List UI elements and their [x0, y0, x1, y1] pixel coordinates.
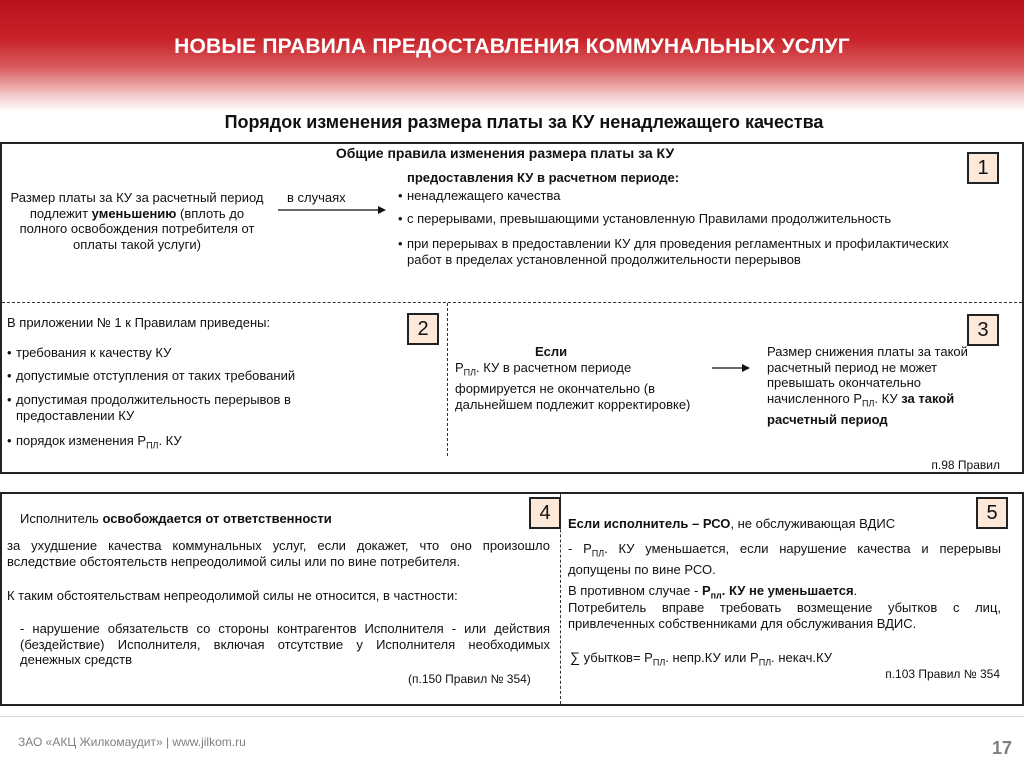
annex-item: допустимая продолжительность перерывов в предоставлении КУ	[16, 392, 291, 423]
annex-bullet: •	[7, 368, 12, 383]
in-cases-label: в случаях	[287, 190, 346, 205]
rule-reference: п.98 Правил	[931, 458, 1000, 472]
page-title: НОВЫЕ ПРАВИЛА ПРЕДОСТАВЛЕНИЯ КОММУНАЛЬНЫХ УСЛУГ	[174, 35, 850, 58]
damages-formula: ∑ убытков= $Р_{ПЛ}$. непр.КУ или $Р_{ПЛ}$. некач.КУ	[570, 649, 833, 668]
annex-bullet: •	[7, 345, 12, 360]
annex-bullet: •	[7, 433, 12, 448]
reduction-limit-text: Размер снижения платы за такой расчетный период не может превышать окончательно начисленного $Р_{ПЛ}$. КУ за такой расчетный период	[767, 344, 968, 427]
reduction-rule-text: Размер платы за КУ за расчетный период подлежит уменьшению (вплоть до полного освобождения потребителя от оплаты такой услуги)	[10, 190, 264, 252]
general-rules-heading: Общие правила изменения размера платы за КУ	[335, 145, 675, 161]
footer-divider	[0, 716, 1024, 717]
rule-reference: (п.150 Правил № 354)	[408, 672, 531, 686]
if-condition-text: $Р_{ПЛ}$. КУ в расчетном периоде формируется не окончательно (в дальнейшем подлежит корректировке)	[455, 360, 691, 412]
arrow-right-icon	[710, 362, 752, 374]
annex-bullet: •	[7, 392, 12, 407]
case-item: при перерывах в предоставлении КУ для проведения регламентных и профилактических работ в пределах установленной продолжительности перерывов	[407, 236, 949, 267]
page-number: 17	[991, 738, 1012, 758]
if-label: Если	[535, 344, 568, 359]
annex-item: допустимые отступления от таких требований	[16, 368, 296, 383]
exemption-paragraph: за ухудшение качества коммунальных услуг, если докажет, что оно произошло вследствие обстоятельств непреодолимой силы или по вине потребителя.	[7, 538, 550, 569]
arrow-right-icon	[276, 204, 388, 216]
force-majeure-paragraph: К таким обстоятельствам непреодолимой силы не относится, в частности:	[7, 588, 458, 603]
compensation-text: Потребитель вправе требовать возмещение убытков с лиц, привлеченных собственниками для обслуживания ВДИС.	[568, 600, 1001, 631]
footer-company: ЗАО «АКЦ Жилкомаудит» | www.jilkom.ru	[18, 735, 246, 749]
annex-heading: В приложении № 1 к Правилам приведены:	[7, 315, 271, 330]
annex-item: порядок изменения $Р_{ПЛ}$. КУ	[16, 433, 182, 451]
badge-2: 2	[407, 313, 439, 345]
exemption-heading: Исполнитель освобождается от ответственности	[20, 511, 332, 526]
rule-reference: п.103 Правил № 354	[885, 667, 1000, 681]
dashed-divider	[2, 302, 1022, 303]
badge-5: 5	[976, 497, 1008, 529]
otherwise-text: В противном случае - $Р_{пл}$. КУ не уменьшается.	[568, 583, 858, 601]
case-bullet: •	[398, 211, 403, 226]
reduction-emphasis: уменьшению	[91, 205, 177, 221]
rso-heading: Если исполнитель – РСО, не обслуживающая ВДИС	[568, 516, 896, 531]
slide-subtitle: Порядок изменения размера платы за КУ ненадлежащего качества	[224, 112, 824, 132]
case-item: с перерывами, превышающими установленную Правилами продолжительность	[407, 211, 892, 226]
exceptions-paragraph: - нарушение обязательств со стороны контрагентов Исполнителя - или действия (бездействие) Исполнителя, включая отсутствие у Исполнителя необходимых денежных средств	[20, 621, 550, 667]
badge-1: 1	[967, 152, 999, 184]
badge-4: 4	[529, 497, 561, 529]
period-heading: предоставления КУ в расчетном периоде:	[407, 170, 680, 185]
dashed-divider-vertical	[447, 303, 448, 456]
annex-item: требования к качеству КУ	[16, 345, 172, 360]
case-bullet: •	[398, 236, 403, 251]
case-item: ненадлежащего качества	[407, 188, 561, 203]
badge-3: 3	[967, 314, 999, 346]
case-bullet: •	[398, 188, 403, 203]
rso-reduction-text: - $Р_{ПЛ}$. КУ уменьшается, если нарушение качества и перерывы допущены по вине РСО.	[568, 541, 1001, 578]
